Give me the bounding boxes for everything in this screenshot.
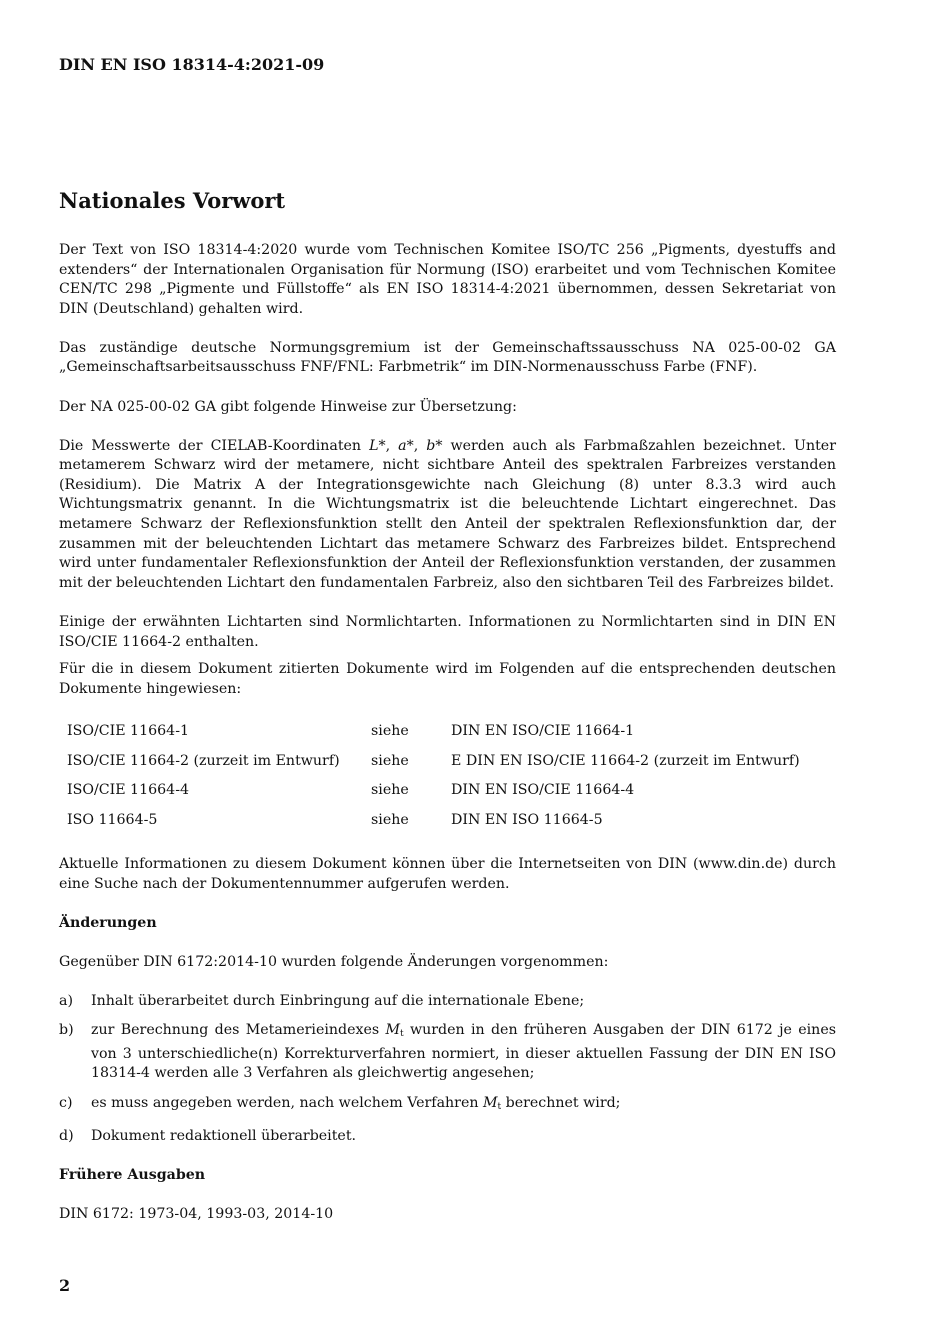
list-item: c) es muss angegeben werden, nach welchem Verfahren $M_t$ berechnet wird; xyxy=(59,1094,621,1112)
paragraph-origin: Der Text von ISO 18314-4:2020 wurde vom Technischen Komitee ISO/TC 256 „Pigments, dyestuffs and extenders“ der Internationalen Organisation für Normung (ISO) erarbeitet und vom Technischen Komitee CEN/TC 298 „Pigmente und Füllstoffe“ als EN ISO 18314-4:2021 übernommen, dessen Sekretariat von DIN (Deutschland) gehalten wird. xyxy=(59,242,836,317)
paragraph-references-intro: Für die in diesem Dokument zitierten Dokumente wird im Folgenden auf die entsprechenden deutschen Dokumente hingewiesen: xyxy=(59,661,836,697)
reference-see: siehe xyxy=(371,752,409,769)
earlier-editions-text: DIN 6172: 1973-04, 1993-03, 2014-10 xyxy=(59,1206,334,1223)
changes-intro: Gegenüber DIN 6172:2014-10 wurden folgende Änderungen vorgenommen: xyxy=(59,954,609,971)
references-table xyxy=(59,717,836,835)
reference-iso: ISO/CIE 11664-2 (zurzeit im Entwurf) xyxy=(67,752,340,769)
table-row xyxy=(59,776,836,806)
reference-din: DIN EN ISO/CIE 11664-1 xyxy=(451,723,635,740)
reference-iso: ISO/CIE 11664-4 xyxy=(67,782,190,799)
table-row xyxy=(59,747,836,777)
page-number: 2 xyxy=(59,1276,71,1295)
list-item: b) zur Berechnung des Metamerieindexes $M_t$ wurden in den früheren Ausgaben der DIN 6172 je eines von 3 unterschiedliche(n) Korrekturverfahren normiert, in dieser aktuellen Fassung der DIN EN ISO 18314-4 werden alle 3 Verfahren als gleichwertig angesehen; xyxy=(59,1022,836,1082)
section-title: Nationales Vorwort xyxy=(59,188,286,213)
paragraph-translation-intro: Der NA 025-00-02 GA gibt folgende Hinweise zur Übersetzung: xyxy=(59,398,517,415)
changes-heading: Änderungen xyxy=(59,914,157,931)
reference-see: siehe xyxy=(371,811,409,828)
reference-din: DIN EN ISO/CIE 11664-4 xyxy=(451,782,635,799)
table-row xyxy=(59,806,836,836)
changes-list xyxy=(59,992,836,1146)
table-row xyxy=(59,717,836,747)
list-item: d) Dokument redaktionell überarbeitet. xyxy=(59,1127,357,1144)
document-body xyxy=(59,241,836,1244)
list-item: a) Inhalt überarbeitet durch Einbringung auf die internationale Ebene; xyxy=(59,993,585,1010)
paragraph-illuminants: Einige der erwähnten Lichtarten sind Normlichtarten. Informationen zu Normlichtarten sind in DIN EN ISO/CIE 11664-2 enthalten. xyxy=(59,613,836,650)
reference-din: DIN EN ISO 11664-5 xyxy=(451,811,603,828)
reference-see: siehe xyxy=(371,782,409,799)
paragraph-committee: Das zuständige deutsche Normungsgremium ist der Gemeinschaftssausschuss NA 025-00-02 GA „Gemeinschaftsarbeitsausschuss FNF/FNL: Farbmetrik“ im DIN-Normenausschuss Farbe (FNF). xyxy=(59,339,836,376)
paragraph-translation-notes: Die Messwerte der CIELAB-Koordinaten L*, a*, b* werden auch als Farbmaßzahlen bezeichnet. Unter metamerem Schwarz wird der metamere, nicht sichtbare Anteil des spektralen Farbreizes verstanden (Residium). Die Matrix A der Integrationsgewichte nach Gleichung (8) unter 8.3.3 wird auch Wichtungsmatrix genannt. In die Wichtungsmatrix ist die beleuchtende Lichtart eingerechnet. Das metamere Schwarz der Reflexionsfunktion stellt den Anteil der spektralen Reflexionsfunktion dar, der zusammen mit der beleuchtenden Lichtart das metamere Schwarz des Farbreizes bildet. Entsprechend wird unter fundamentaler Reflexionsfunktion der Anteil der Reflexionsfunktion verstanden, der zusammen mit der beleuchtenden Lichtart den fundamentalen Farbreiz, also den sichtbaren Teil des Farbreizes bildet. xyxy=(59,437,836,591)
document-header: DIN EN ISO 18314-4:2021-09 xyxy=(59,55,325,74)
paragraph-current-info: Aktuelle Informationen zu diesem Dokument können über die Internetseiten von DIN (www.din.de) durch eine Suche nach der Dokumentennummer aufgerufen werden. xyxy=(59,856,836,892)
reference-din: E DIN EN ISO/CIE 11664-2 (zurzeit im Entwurf) xyxy=(451,752,800,769)
reference-iso: ISO 11664-5 xyxy=(67,811,158,828)
reference-iso: ISO/CIE 11664-1 xyxy=(67,723,190,740)
earlier-editions-heading: Frühere Ausgaben xyxy=(59,1167,206,1184)
reference-see: siehe xyxy=(371,723,409,740)
